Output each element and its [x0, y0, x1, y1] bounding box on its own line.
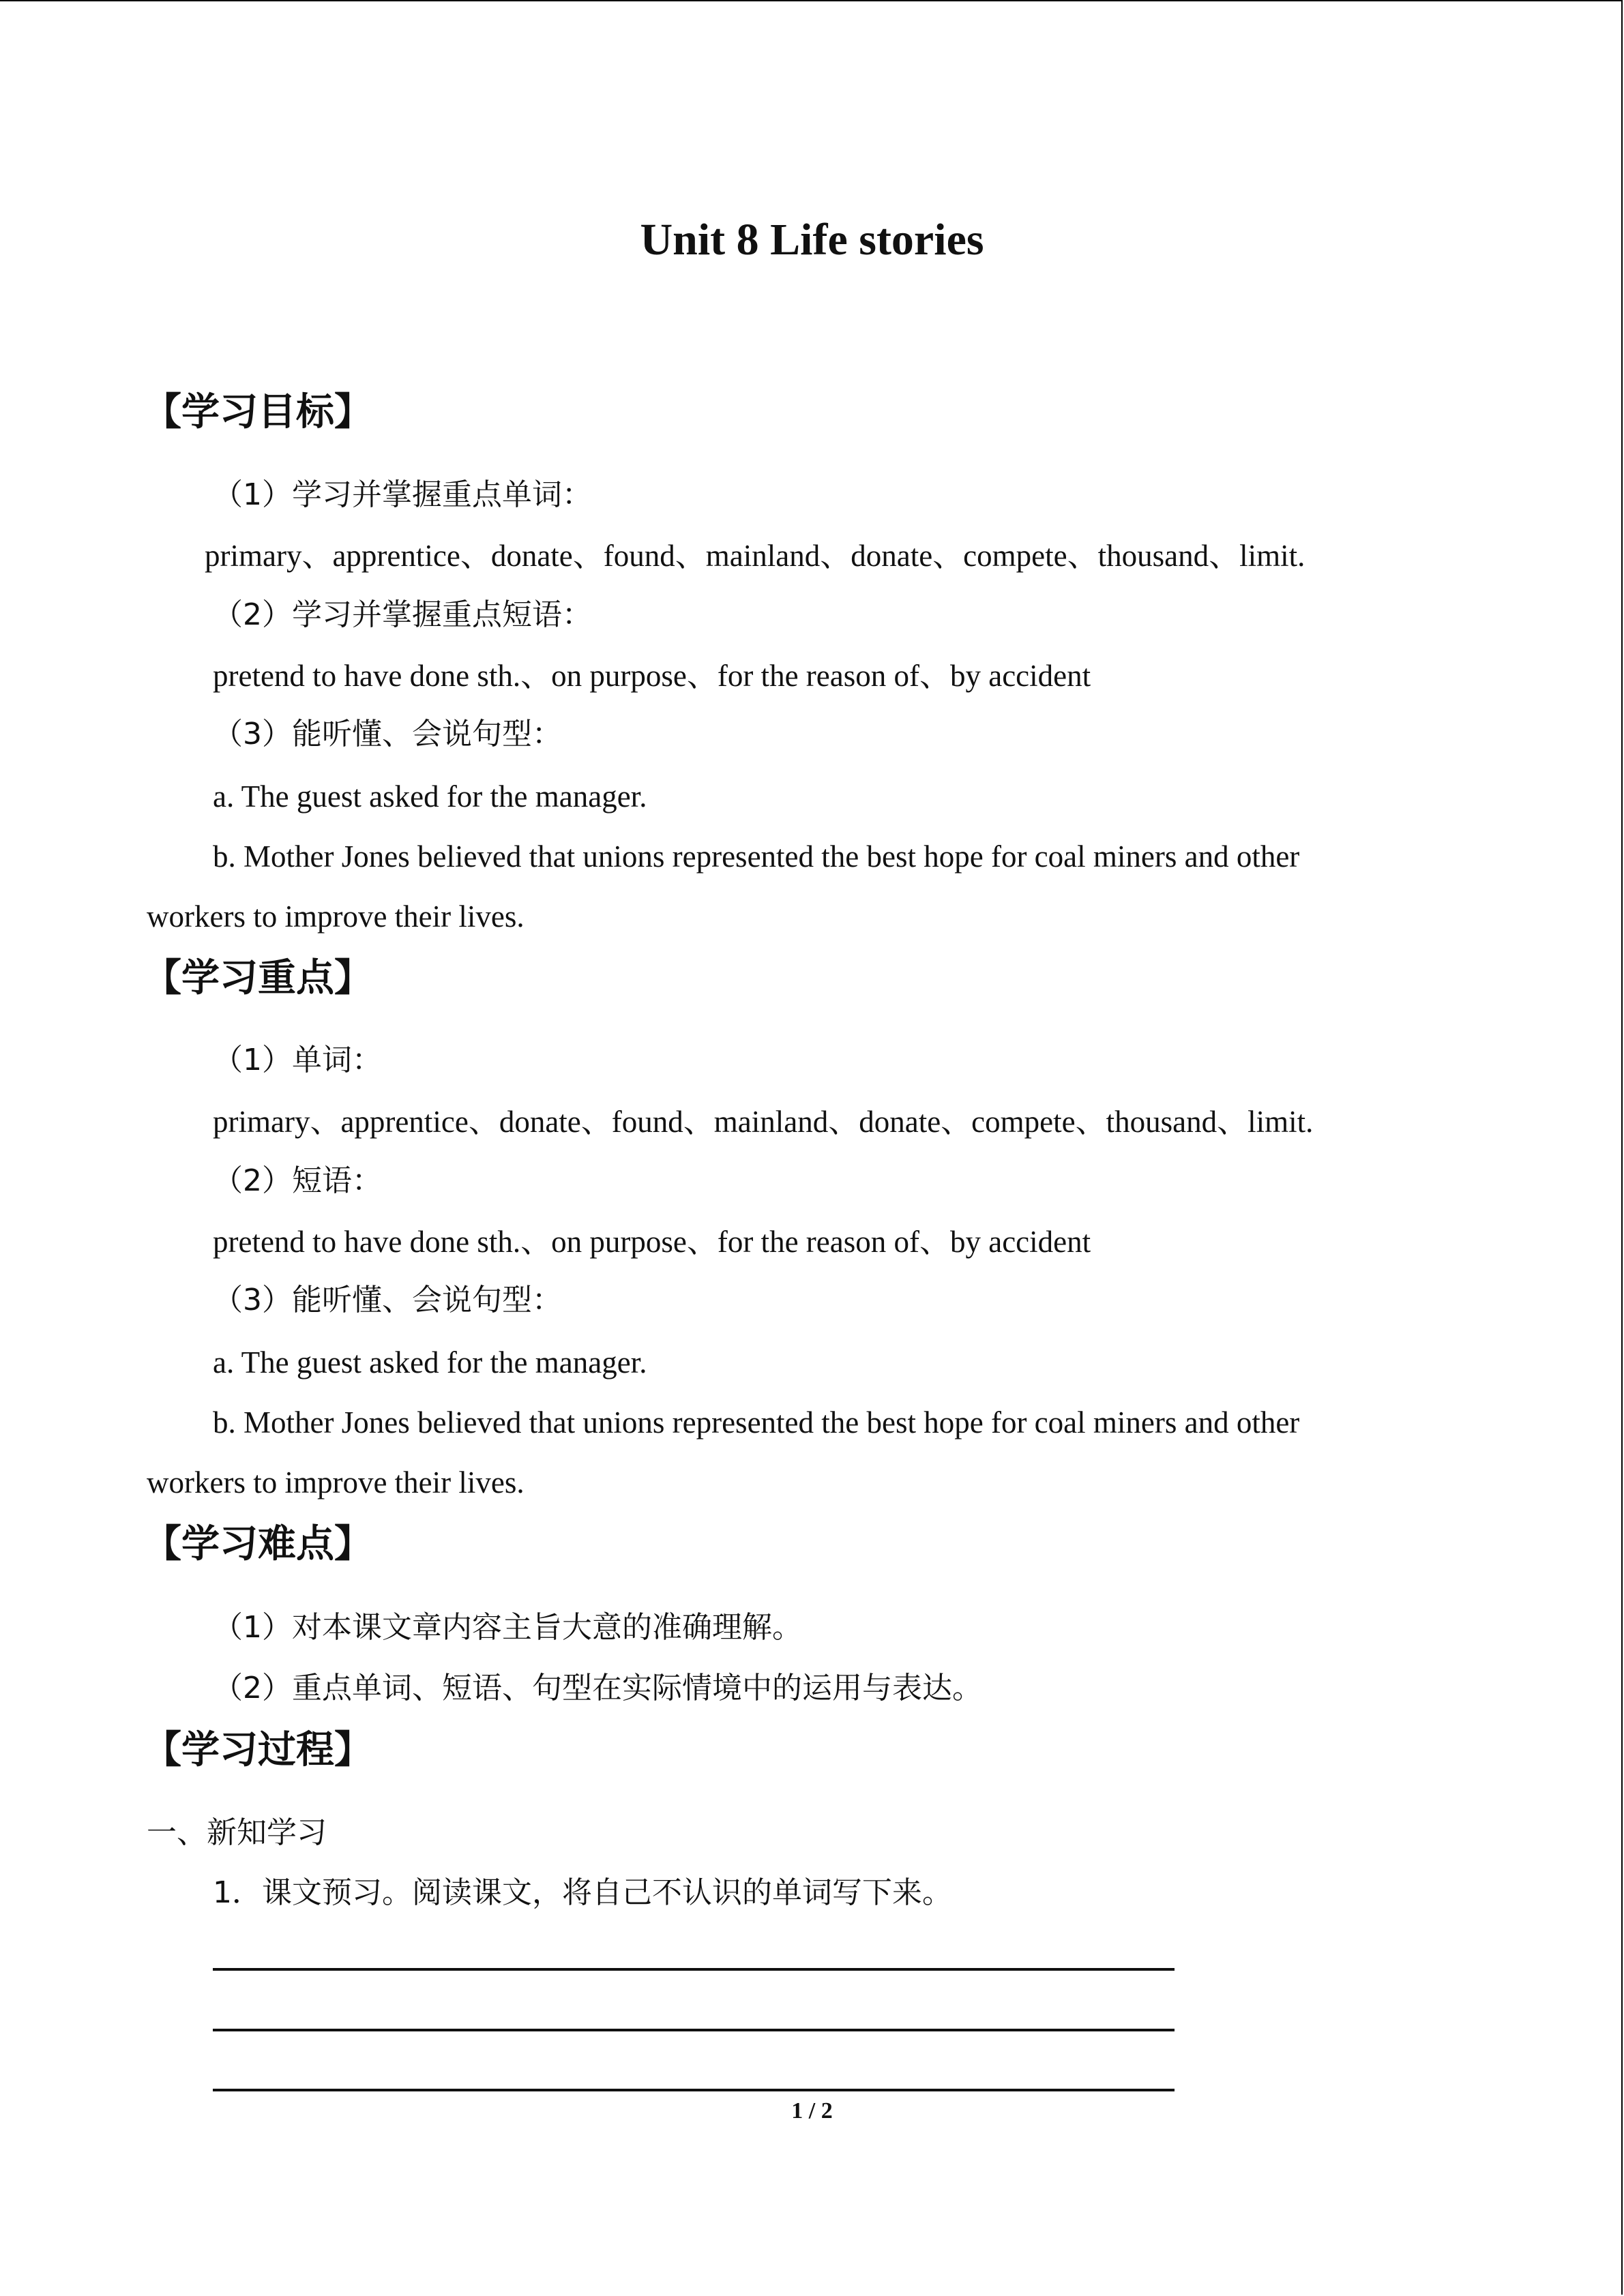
- goals-item2-phrases: pretend to have done sth.、on purpose、for the reason of、by accident: [213, 659, 1091, 693]
- focus-item1-label: （1）单词：: [213, 1043, 382, 1077]
- goals-sentence-b-line2: workers to improve their lives.: [147, 899, 525, 934]
- page-number: 1 / 2: [791, 2098, 833, 2123]
- goals-item3-label: （3）能听懂、会说句型：: [213, 717, 562, 751]
- difficulties-item1: （1）对本课文章内容主旨大意的准确理解。: [213, 1610, 802, 1645]
- goals-item1-label: （1）学习并掌握重点单词：: [213, 477, 592, 512]
- focus-item2-label: （2）短语：: [213, 1163, 382, 1198]
- answer-line-2: [213, 2029, 1175, 2031]
- difficulties-heading: 【学习难点】: [143, 1522, 372, 1566]
- focus-item1-words: primary、apprentice、donate、found、mainland、donate、compete、thousand、limit.: [213, 1105, 1314, 1139]
- goals-item2-label: （2）学习并掌握重点短语：: [213, 597, 592, 632]
- goals-item1-words: primary、apprentice、donate、found、mainland、donate、compete、thousand、limit.: [205, 539, 1305, 573]
- focus-heading: 【学习重点】: [143, 956, 372, 1000]
- process-part1: 一、新知学习: [147, 1815, 327, 1850]
- goals-heading: 【学习目标】: [143, 390, 372, 434]
- focus-item3-label: （3）能听懂、会说句型：: [213, 1283, 562, 1317]
- answer-line-3: [213, 2089, 1175, 2091]
- goals-sentence-b-line1: b. Mother Jones believed that unions represented the best hope for coal miners and other: [213, 839, 1300, 874]
- goals-sentence-a: a. The guest asked for the manager.: [213, 779, 647, 814]
- difficulties-item2: （2）重点单词、短语、句型在实际情境中的运用与表达。: [213, 1671, 982, 1705]
- process-task1: 1．课文预习。阅读课文，将自己不认识的单词写下来。: [213, 1875, 952, 1910]
- focus-sentence-b-line2: workers to improve their lives.: [147, 1465, 525, 1500]
- focus-item2-phrases: pretend to have done sth.、on purpose、for the reason of、by accident: [213, 1225, 1091, 1259]
- answer-line-1: [213, 1968, 1175, 1971]
- document-title: Unit 8 Life stories: [640, 215, 984, 265]
- focus-sentence-a: a. The guest asked for the manager.: [213, 1345, 647, 1380]
- focus-sentence-b-line1: b. Mother Jones believed that unions represented the best hope for coal miners and other: [213, 1405, 1300, 1440]
- process-heading: 【学习过程】: [143, 1728, 372, 1772]
